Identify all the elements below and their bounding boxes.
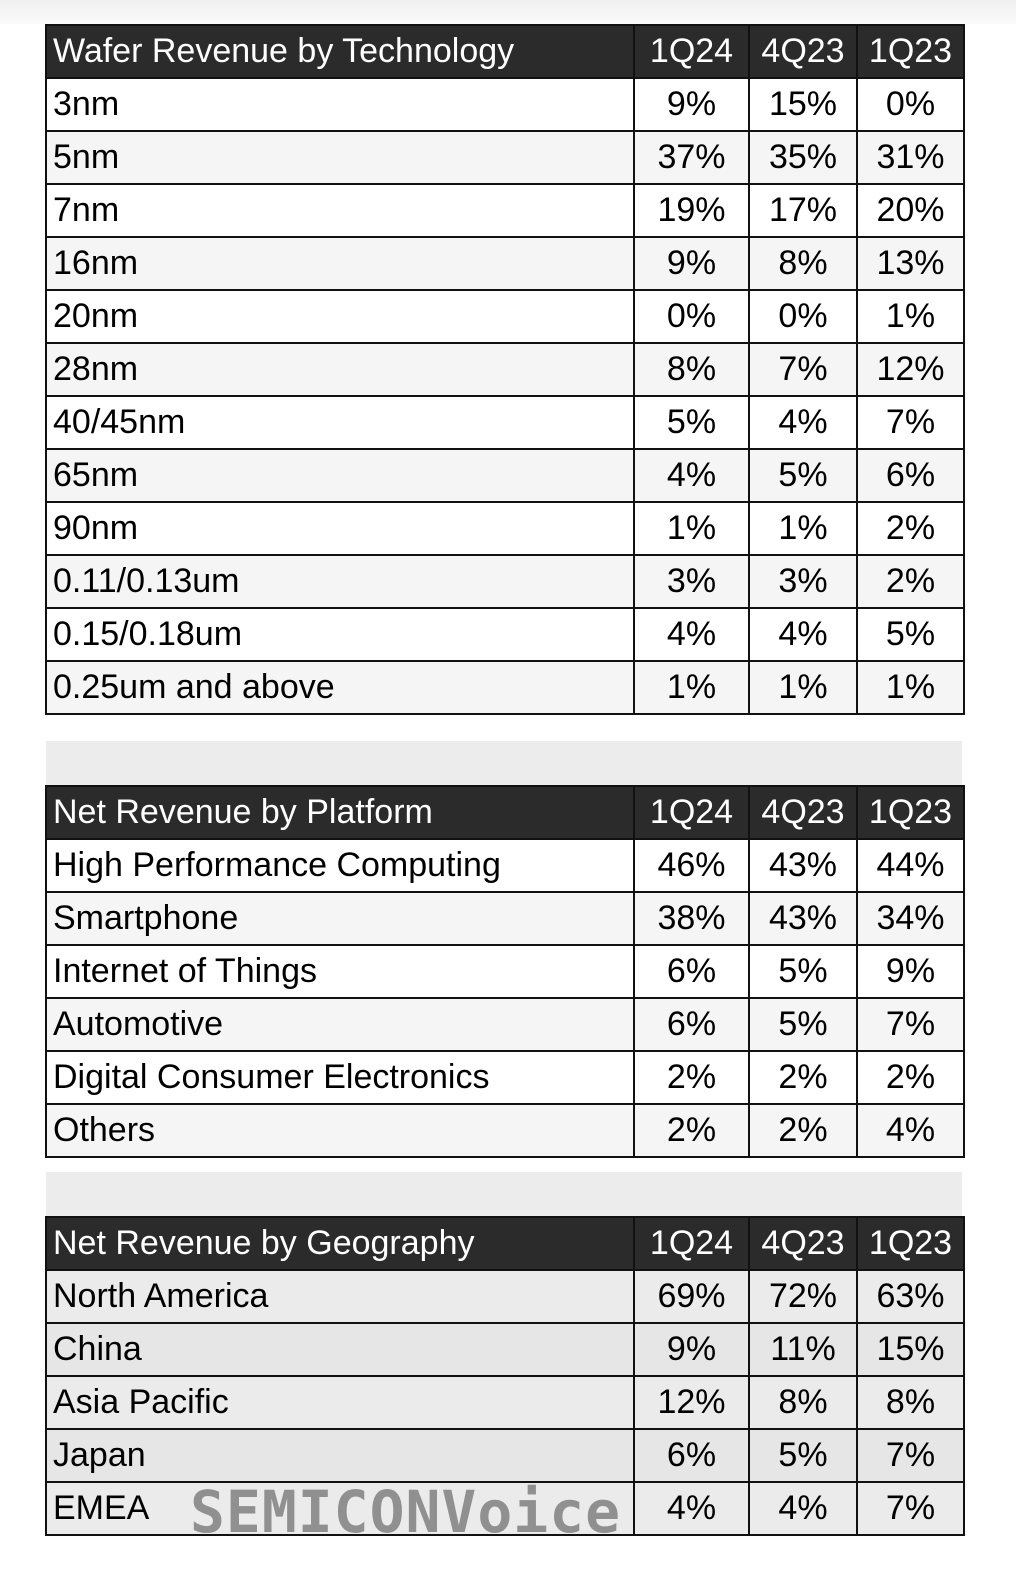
- value-cell: 7%: [857, 1482, 964, 1535]
- net-revenue-by-platform-table: [45, 785, 965, 1158]
- table-title: Net Revenue by Platform: [46, 786, 634, 839]
- row-label: 7nm: [46, 184, 634, 237]
- value-cell: 17%: [749, 184, 857, 237]
- row-label: 0.11/0.13um: [46, 555, 634, 608]
- row-label: Japan: [46, 1429, 634, 1482]
- section-divider: [46, 741, 962, 785]
- value-cell: 8%: [749, 1376, 857, 1429]
- value-cell: 1%: [634, 661, 749, 714]
- value-cell: 6%: [634, 1429, 749, 1482]
- value-cell: 9%: [634, 78, 749, 131]
- value-cell: 7%: [857, 1429, 964, 1482]
- value-cell: 2%: [857, 1051, 964, 1104]
- row-label: Digital Consumer Electronics: [46, 1051, 634, 1104]
- value-cell: 38%: [634, 892, 749, 945]
- row-label: Others: [46, 1104, 634, 1157]
- value-cell: 6%: [634, 998, 749, 1051]
- row-label: 90nm: [46, 502, 634, 555]
- value-cell: 35%: [749, 131, 857, 184]
- table-row: [46, 1482, 964, 1535]
- table-row: [46, 502, 964, 555]
- value-cell: 4%: [749, 1482, 857, 1535]
- row-label: North America: [46, 1270, 634, 1323]
- period-header: 1Q23: [857, 25, 964, 78]
- value-cell: 9%: [634, 1323, 749, 1376]
- value-cell: 19%: [634, 184, 749, 237]
- value-cell: 6%: [857, 449, 964, 502]
- table-title: Wafer Revenue by Technology: [46, 25, 634, 78]
- value-cell: 31%: [857, 131, 964, 184]
- value-cell: 43%: [749, 839, 857, 892]
- table-row: [46, 1104, 964, 1157]
- table-row: [46, 1051, 964, 1104]
- value-cell: 3%: [749, 555, 857, 608]
- row-label: China: [46, 1323, 634, 1376]
- value-cell: 4%: [749, 608, 857, 661]
- row-label: 0.25um and above: [46, 661, 634, 714]
- period-header: 1Q24: [634, 1217, 749, 1270]
- period-header: 1Q24: [634, 25, 749, 78]
- value-cell: 5%: [749, 449, 857, 502]
- value-cell: 0%: [749, 290, 857, 343]
- value-cell: 2%: [634, 1104, 749, 1157]
- table-row: [46, 449, 964, 502]
- table-row: [46, 1323, 964, 1376]
- table-row: [46, 184, 964, 237]
- row-label: Asia Pacific: [46, 1376, 634, 1429]
- row-label: 65nm: [46, 449, 634, 502]
- table-title: Net Revenue by Geography: [46, 1217, 634, 1270]
- period-header: 1Q23: [857, 786, 964, 839]
- value-cell: 5%: [749, 1429, 857, 1482]
- table-row: [46, 343, 964, 396]
- row-label: 28nm: [46, 343, 634, 396]
- value-cell: 44%: [857, 839, 964, 892]
- value-cell: 8%: [857, 1376, 964, 1429]
- value-cell: 12%: [634, 1376, 749, 1429]
- value-cell: 1%: [857, 290, 964, 343]
- row-label: Internet of Things: [46, 945, 634, 998]
- value-cell: 2%: [857, 502, 964, 555]
- value-cell: 7%: [749, 343, 857, 396]
- table-row: [46, 839, 964, 892]
- value-cell: 2%: [749, 1104, 857, 1157]
- row-label: 3nm: [46, 78, 634, 131]
- value-cell: 8%: [634, 343, 749, 396]
- value-cell: 2%: [857, 555, 964, 608]
- table-row: [46, 131, 964, 184]
- table-row: [46, 608, 964, 661]
- period-header: 4Q23: [749, 786, 857, 839]
- value-cell: 7%: [857, 396, 964, 449]
- section-divider: [46, 1172, 962, 1216]
- table-row: [46, 892, 964, 945]
- value-cell: 0%: [857, 78, 964, 131]
- value-cell: 1%: [857, 661, 964, 714]
- table-row: [46, 998, 964, 1051]
- row-label: 40/45nm: [46, 396, 634, 449]
- row-label: EMEA: [46, 1482, 634, 1535]
- value-cell: 11%: [749, 1323, 857, 1376]
- net-revenue-by-geography-table: [45, 1216, 965, 1536]
- value-cell: 4%: [749, 396, 857, 449]
- value-cell: 1%: [749, 502, 857, 555]
- value-cell: 43%: [749, 892, 857, 945]
- table-row: [46, 78, 964, 131]
- value-cell: 1%: [749, 661, 857, 714]
- table-row: [46, 237, 964, 290]
- row-label: Smartphone: [46, 892, 634, 945]
- value-cell: 2%: [634, 1051, 749, 1104]
- value-cell: 12%: [857, 343, 964, 396]
- period-header: 1Q24: [634, 786, 749, 839]
- table-header-row: [46, 1217, 964, 1270]
- watermark-logo: SEMICONVoice: [190, 1478, 622, 1546]
- table-row: [46, 290, 964, 343]
- value-cell: 5%: [749, 998, 857, 1051]
- table-header-row: [46, 786, 964, 839]
- table-row: [46, 661, 964, 714]
- value-cell: 2%: [749, 1051, 857, 1104]
- period-header: 1Q23: [857, 1217, 964, 1270]
- value-cell: 7%: [857, 998, 964, 1051]
- row-label: Automotive: [46, 998, 634, 1051]
- value-cell: 4%: [634, 1482, 749, 1535]
- table-row: [46, 396, 964, 449]
- value-cell: 5%: [857, 608, 964, 661]
- row-label: 20nm: [46, 290, 634, 343]
- value-cell: 8%: [749, 237, 857, 290]
- table-row: [46, 1270, 964, 1323]
- table-row: [46, 945, 964, 998]
- row-label: 16nm: [46, 237, 634, 290]
- row-label: 5nm: [46, 131, 634, 184]
- wafer-revenue-by-technology-table: [45, 24, 965, 715]
- value-cell: 5%: [634, 396, 749, 449]
- value-cell: 63%: [857, 1270, 964, 1323]
- table-row: [46, 1376, 964, 1429]
- cropped-top-edge: [0, 0, 1016, 24]
- value-cell: 0%: [634, 290, 749, 343]
- value-cell: 15%: [749, 78, 857, 131]
- value-cell: 4%: [634, 449, 749, 502]
- value-cell: 72%: [749, 1270, 857, 1323]
- value-cell: 13%: [857, 237, 964, 290]
- value-cell: 3%: [634, 555, 749, 608]
- table-row: [46, 555, 964, 608]
- value-cell: 4%: [634, 608, 749, 661]
- row-label: High Performance Computing: [46, 839, 634, 892]
- value-cell: 37%: [634, 131, 749, 184]
- value-cell: 4%: [857, 1104, 964, 1157]
- value-cell: 20%: [857, 184, 964, 237]
- value-cell: 6%: [634, 945, 749, 998]
- value-cell: 34%: [857, 892, 964, 945]
- value-cell: 69%: [634, 1270, 749, 1323]
- table-header-row: [46, 25, 964, 78]
- value-cell: 9%: [857, 945, 964, 998]
- value-cell: 46%: [634, 839, 749, 892]
- value-cell: 5%: [749, 945, 857, 998]
- table-row: [46, 1429, 964, 1482]
- period-header: 4Q23: [749, 1217, 857, 1270]
- period-header: 4Q23: [749, 25, 857, 78]
- value-cell: 9%: [634, 237, 749, 290]
- value-cell: 15%: [857, 1323, 964, 1376]
- value-cell: 1%: [634, 502, 749, 555]
- row-label: 0.15/0.18um: [46, 608, 634, 661]
